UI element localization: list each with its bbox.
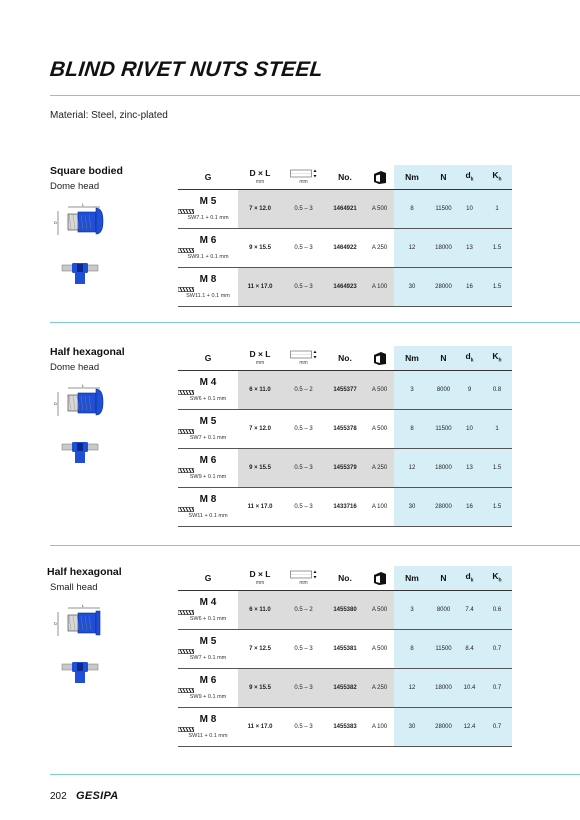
wrench-size: SW7.1 + 0.1 mm	[187, 215, 229, 221]
header-dl-label: D × L	[249, 569, 271, 580]
package-cell: A 500	[365, 189, 394, 228]
thread-size: M 8	[199, 714, 217, 725]
thread-icon	[178, 649, 194, 654]
wrench-size: SW11.1 + 0.1 mm	[186, 293, 230, 299]
header-n-label: N	[440, 352, 447, 363]
grip-range-icon	[290, 350, 318, 359]
head-diameter-cell: 10.4	[457, 668, 482, 707]
product-photo	[60, 436, 100, 464]
torque-cell: 12	[394, 448, 430, 487]
article-number-cell: 1455380	[325, 590, 365, 629]
package-box-icon	[372, 570, 388, 586]
header-n	[430, 566, 457, 590]
head-height-cell: 1.5	[482, 228, 512, 267]
table-header-row	[178, 566, 512, 590]
section-subtitle: Dome head	[50, 362, 100, 373]
wrench-size: SW11 + 0.1 mm	[188, 513, 228, 519]
header-nm-label: Nm	[405, 171, 419, 182]
package-cell: A 250	[365, 448, 394, 487]
thread-size: M 8	[199, 494, 217, 505]
product-photo	[60, 257, 100, 285]
thread-size: M 5	[199, 636, 217, 647]
header-kh	[482, 165, 512, 189]
head-height-cell: 1	[482, 409, 512, 448]
head-height-cell: 1.5	[482, 448, 512, 487]
force-cell: 28000	[430, 487, 457, 526]
thread-size-cell	[178, 448, 238, 487]
header-g-label: G	[204, 352, 212, 363]
header-dk-sub: k	[470, 177, 474, 184]
header-nm	[394, 566, 430, 590]
thread-icon	[178, 610, 194, 615]
table-row	[178, 189, 512, 228]
thread-icon	[178, 468, 194, 473]
material-note: Material: Steel, zinc-plated	[50, 110, 168, 121]
thread-size: M 6	[199, 235, 217, 246]
product-photo	[60, 656, 100, 684]
grip-range-cell: 0.5 – 3	[282, 228, 325, 267]
table-header-row	[178, 346, 512, 370]
package-box-icon	[372, 350, 388, 366]
torque-cell: 12	[394, 228, 430, 267]
dimension-cell: 9 × 15.5	[238, 448, 282, 487]
thread-icon	[178, 209, 194, 214]
force-cell: 8000	[430, 370, 457, 409]
article-number-cell: 1464923	[325, 267, 365, 306]
head-diameter-cell: 16	[457, 267, 482, 306]
thread-size-cell	[178, 267, 238, 306]
header-nm-label: Nm	[405, 352, 419, 363]
dimension-cell: 7 × 12.0	[238, 189, 282, 228]
table-row	[178, 629, 512, 668]
thread-size-cell	[178, 370, 238, 409]
head-height-cell: 1.5	[482, 267, 512, 306]
torque-cell: 8	[394, 409, 430, 448]
header-kh	[482, 566, 512, 590]
thread-icon	[178, 429, 194, 434]
torque-cell: 8	[394, 189, 430, 228]
grip-range-cell: 0.5 – 3	[282, 189, 325, 228]
table-row	[178, 707, 512, 746]
table-row	[178, 267, 512, 306]
head-diameter-cell: 12.4	[457, 707, 482, 746]
article-number-cell: 1455377	[325, 370, 365, 409]
force-cell: 18000	[430, 448, 457, 487]
package-cell: A 500	[365, 370, 394, 409]
header-no	[325, 566, 365, 590]
header-no-label: No.	[338, 352, 352, 363]
wrench-size: SW9 + 0.1 mm	[189, 694, 227, 700]
dimension-cell: 7 × 12.5	[238, 629, 282, 668]
thread-icon	[178, 287, 194, 292]
grip-range-icon	[290, 169, 318, 178]
header-no	[325, 165, 365, 189]
table-row	[178, 409, 512, 448]
section-separator	[50, 322, 580, 323]
head-diameter-cell: 16	[457, 487, 482, 526]
force-cell: 18000	[430, 668, 457, 707]
torque-cell: 30	[394, 267, 430, 306]
thread-size-cell	[178, 487, 238, 526]
torque-cell: 30	[394, 487, 430, 526]
article-number-cell: 1455381	[325, 629, 365, 668]
grip-range-cell: 0.5 – 3	[282, 409, 325, 448]
grip-range-cell: 0.5 – 3	[282, 448, 325, 487]
header-range-unit: mm	[299, 178, 308, 185]
header-g	[178, 165, 238, 189]
wrench-size: SW7 + 0.1 mm	[189, 655, 227, 661]
thread-size: M 6	[199, 675, 217, 686]
section-title: Half hexagonal	[50, 346, 125, 358]
wrench-size: SW6 + 0.1 mm	[189, 396, 227, 402]
header-dl	[238, 165, 282, 189]
grip-range-cell: 0.5 – 2	[282, 590, 325, 629]
force-cell: 28000	[430, 267, 457, 306]
head-height-cell: 0.8	[482, 370, 512, 409]
dimension-cell: 6 × 11.0	[238, 590, 282, 629]
head-diameter-cell: 9	[457, 370, 482, 409]
head-diameter-cell: 7.4	[457, 590, 482, 629]
header-package	[365, 346, 394, 370]
thread-icon	[178, 390, 194, 395]
grip-range-cell: 0.5 – 2	[282, 370, 325, 409]
title-rule	[50, 95, 580, 96]
dim-label-d: D	[54, 621, 57, 626]
header-no	[325, 346, 365, 370]
head-height-cell: 0.6	[482, 590, 512, 629]
force-cell: 18000	[430, 228, 457, 267]
dimension-cell: 11 × 17.0	[238, 267, 282, 306]
header-n	[430, 165, 457, 189]
thread-size-cell	[178, 189, 238, 228]
article-number-cell: 1455379	[325, 448, 365, 487]
header-range	[282, 346, 325, 370]
head-diameter-cell: 10	[457, 409, 482, 448]
wrench-size: SW11 + 0.1 mm	[188, 733, 228, 739]
dimension-cell: 11 × 17.0	[238, 707, 282, 746]
torque-cell: 12	[394, 668, 430, 707]
force-cell: 11500	[430, 189, 457, 228]
force-cell: 11500	[430, 409, 457, 448]
dimension-cell: 9 × 15.5	[238, 228, 282, 267]
article-number-cell: 1455378	[325, 409, 365, 448]
header-dk	[457, 165, 482, 189]
header-g-label: G	[204, 572, 212, 583]
torque-cell: 3	[394, 370, 430, 409]
thread-size-cell	[178, 590, 238, 629]
section-subtitle: Dome head	[50, 181, 100, 192]
table-row	[178, 590, 512, 629]
header-g	[178, 346, 238, 370]
header-dk-main: d	[465, 571, 471, 582]
footer-rule	[50, 774, 580, 775]
head-diameter-cell: 13	[457, 228, 482, 267]
spec-table	[178, 165, 512, 307]
page-title: BLIND RIVET NUTS STEEL	[48, 58, 325, 81]
thread-icon	[178, 248, 194, 253]
head-diameter-cell: 10	[457, 189, 482, 228]
dim-label-l: L	[82, 603, 85, 608]
package-cell: A 100	[365, 267, 394, 306]
thread-size-cell	[178, 228, 238, 267]
package-cell: A 500	[365, 590, 394, 629]
header-range-unit: mm	[299, 579, 308, 586]
dim-label-l: L	[82, 383, 85, 388]
package-cell: A 500	[365, 629, 394, 668]
head-diameter-cell: 13	[457, 448, 482, 487]
wrench-size: SW9 + 0.1 mm	[189, 474, 227, 480]
header-dl-label: D × L	[249, 168, 271, 179]
package-box-icon	[372, 169, 388, 185]
header-package	[365, 566, 394, 590]
section-subtitle: Small head	[50, 582, 98, 593]
header-dl	[238, 566, 282, 590]
dimension-cell: 9 × 15.5	[238, 668, 282, 707]
thread-size: M 4	[199, 377, 217, 388]
article-number-cell: 1464921	[325, 189, 365, 228]
thread-size-cell	[178, 629, 238, 668]
wrench-size: SW7 + 0.1 mm	[189, 435, 227, 441]
header-n-label: N	[440, 572, 447, 583]
header-dk-main: d	[465, 170, 471, 181]
header-dk	[457, 346, 482, 370]
article-number-cell: 1455382	[325, 668, 365, 707]
header-kh-sub: h	[498, 177, 502, 184]
grip-range-icon	[290, 570, 318, 579]
thread-size-cell	[178, 668, 238, 707]
technical-drawing	[54, 382, 108, 422]
package-cell: A 100	[365, 487, 394, 526]
force-cell: 8000	[430, 590, 457, 629]
header-package	[365, 165, 394, 189]
grip-range-cell: 0.5 – 3	[282, 707, 325, 746]
thread-size: M 5	[199, 416, 217, 427]
header-nm-label: Nm	[405, 572, 419, 583]
head-height-cell: 1	[482, 189, 512, 228]
section-title: Square bodied	[50, 165, 123, 177]
technical-drawing	[54, 602, 108, 642]
table-row	[178, 370, 512, 409]
header-range	[282, 165, 325, 189]
header-nm	[394, 346, 430, 370]
thread-size-cell	[178, 409, 238, 448]
dim-label-l: L	[82, 202, 85, 207]
thread-size: M 4	[199, 597, 217, 608]
header-range	[282, 566, 325, 590]
grip-range-cell: 0.5 – 3	[282, 267, 325, 306]
header-g	[178, 566, 238, 590]
dimension-cell: 6 × 11.0	[238, 370, 282, 409]
technical-drawing	[54, 201, 108, 241]
spec-table	[178, 346, 512, 527]
wrench-size: SW9.1 + 0.1 mm	[187, 254, 229, 260]
header-dl-unit: mm	[255, 580, 265, 587]
dim-label-d: D	[54, 401, 57, 406]
header-kh-main: K	[492, 170, 499, 181]
header-no-label: No.	[338, 572, 352, 583]
thread-icon	[178, 727, 194, 732]
torque-cell: 3	[394, 590, 430, 629]
package-cell: A 250	[365, 668, 394, 707]
dimension-cell: 11 × 17.0	[238, 487, 282, 526]
torque-cell: 8	[394, 629, 430, 668]
table-row	[178, 487, 512, 526]
header-dk-main: d	[465, 351, 471, 362]
grip-range-cell: 0.5 – 3	[282, 668, 325, 707]
thread-size: M 5	[199, 196, 217, 207]
head-height-cell: 0.7	[482, 629, 512, 668]
table-row	[178, 228, 512, 267]
table-row	[178, 668, 512, 707]
head-height-cell: 1.5	[482, 487, 512, 526]
header-no-label: No.	[338, 171, 352, 182]
thread-icon	[178, 507, 194, 512]
article-number-cell: 1433716	[325, 487, 365, 526]
header-n	[430, 346, 457, 370]
header-dl-unit: mm	[255, 360, 265, 367]
header-kh-sub: h	[498, 578, 502, 585]
force-cell: 28000	[430, 707, 457, 746]
article-number-cell: 1455383	[325, 707, 365, 746]
header-kh-main: K	[492, 351, 499, 362]
grip-range-cell: 0.5 – 3	[282, 629, 325, 668]
header-kh-sub: h	[498, 358, 502, 365]
header-g-label: G	[204, 171, 212, 182]
header-nm	[394, 165, 430, 189]
dimension-cell: 7 × 12.0	[238, 409, 282, 448]
torque-cell: 30	[394, 707, 430, 746]
thread-icon	[178, 688, 194, 693]
header-n-label: N	[440, 171, 447, 182]
page-number: 202	[50, 791, 67, 802]
wrench-size: SW6 + 0.1 mm	[189, 616, 227, 622]
thread-size-cell	[178, 707, 238, 746]
grip-range-cell: 0.5 – 3	[282, 487, 325, 526]
package-cell: A 500	[365, 409, 394, 448]
header-kh-main: K	[492, 571, 499, 582]
section-title: Half hexagonal	[47, 566, 122, 578]
section-separator	[50, 545, 580, 546]
package-cell: A 100	[365, 707, 394, 746]
package-cell: A 250	[365, 228, 394, 267]
table-header-row	[178, 165, 512, 189]
head-diameter-cell: 8.4	[457, 629, 482, 668]
thread-size: M 8	[199, 274, 217, 285]
brand-logo: GESIPA	[76, 790, 119, 802]
head-height-cell: 0.7	[482, 668, 512, 707]
dim-label-d: D	[54, 220, 57, 225]
header-dl	[238, 346, 282, 370]
header-kh	[482, 346, 512, 370]
article-number-cell: 1464922	[325, 228, 365, 267]
head-height-cell: 0.7	[482, 707, 512, 746]
spec-table	[178, 566, 512, 747]
header-dk-sub: k	[470, 578, 474, 585]
header-dl-label: D × L	[249, 349, 271, 360]
header-dl-unit: mm	[255, 179, 265, 186]
force-cell: 11500	[430, 629, 457, 668]
thread-size: M 6	[199, 455, 217, 466]
header-dk-sub: k	[470, 358, 474, 365]
header-range-unit: mm	[299, 359, 308, 366]
table-row	[178, 448, 512, 487]
header-dk	[457, 566, 482, 590]
